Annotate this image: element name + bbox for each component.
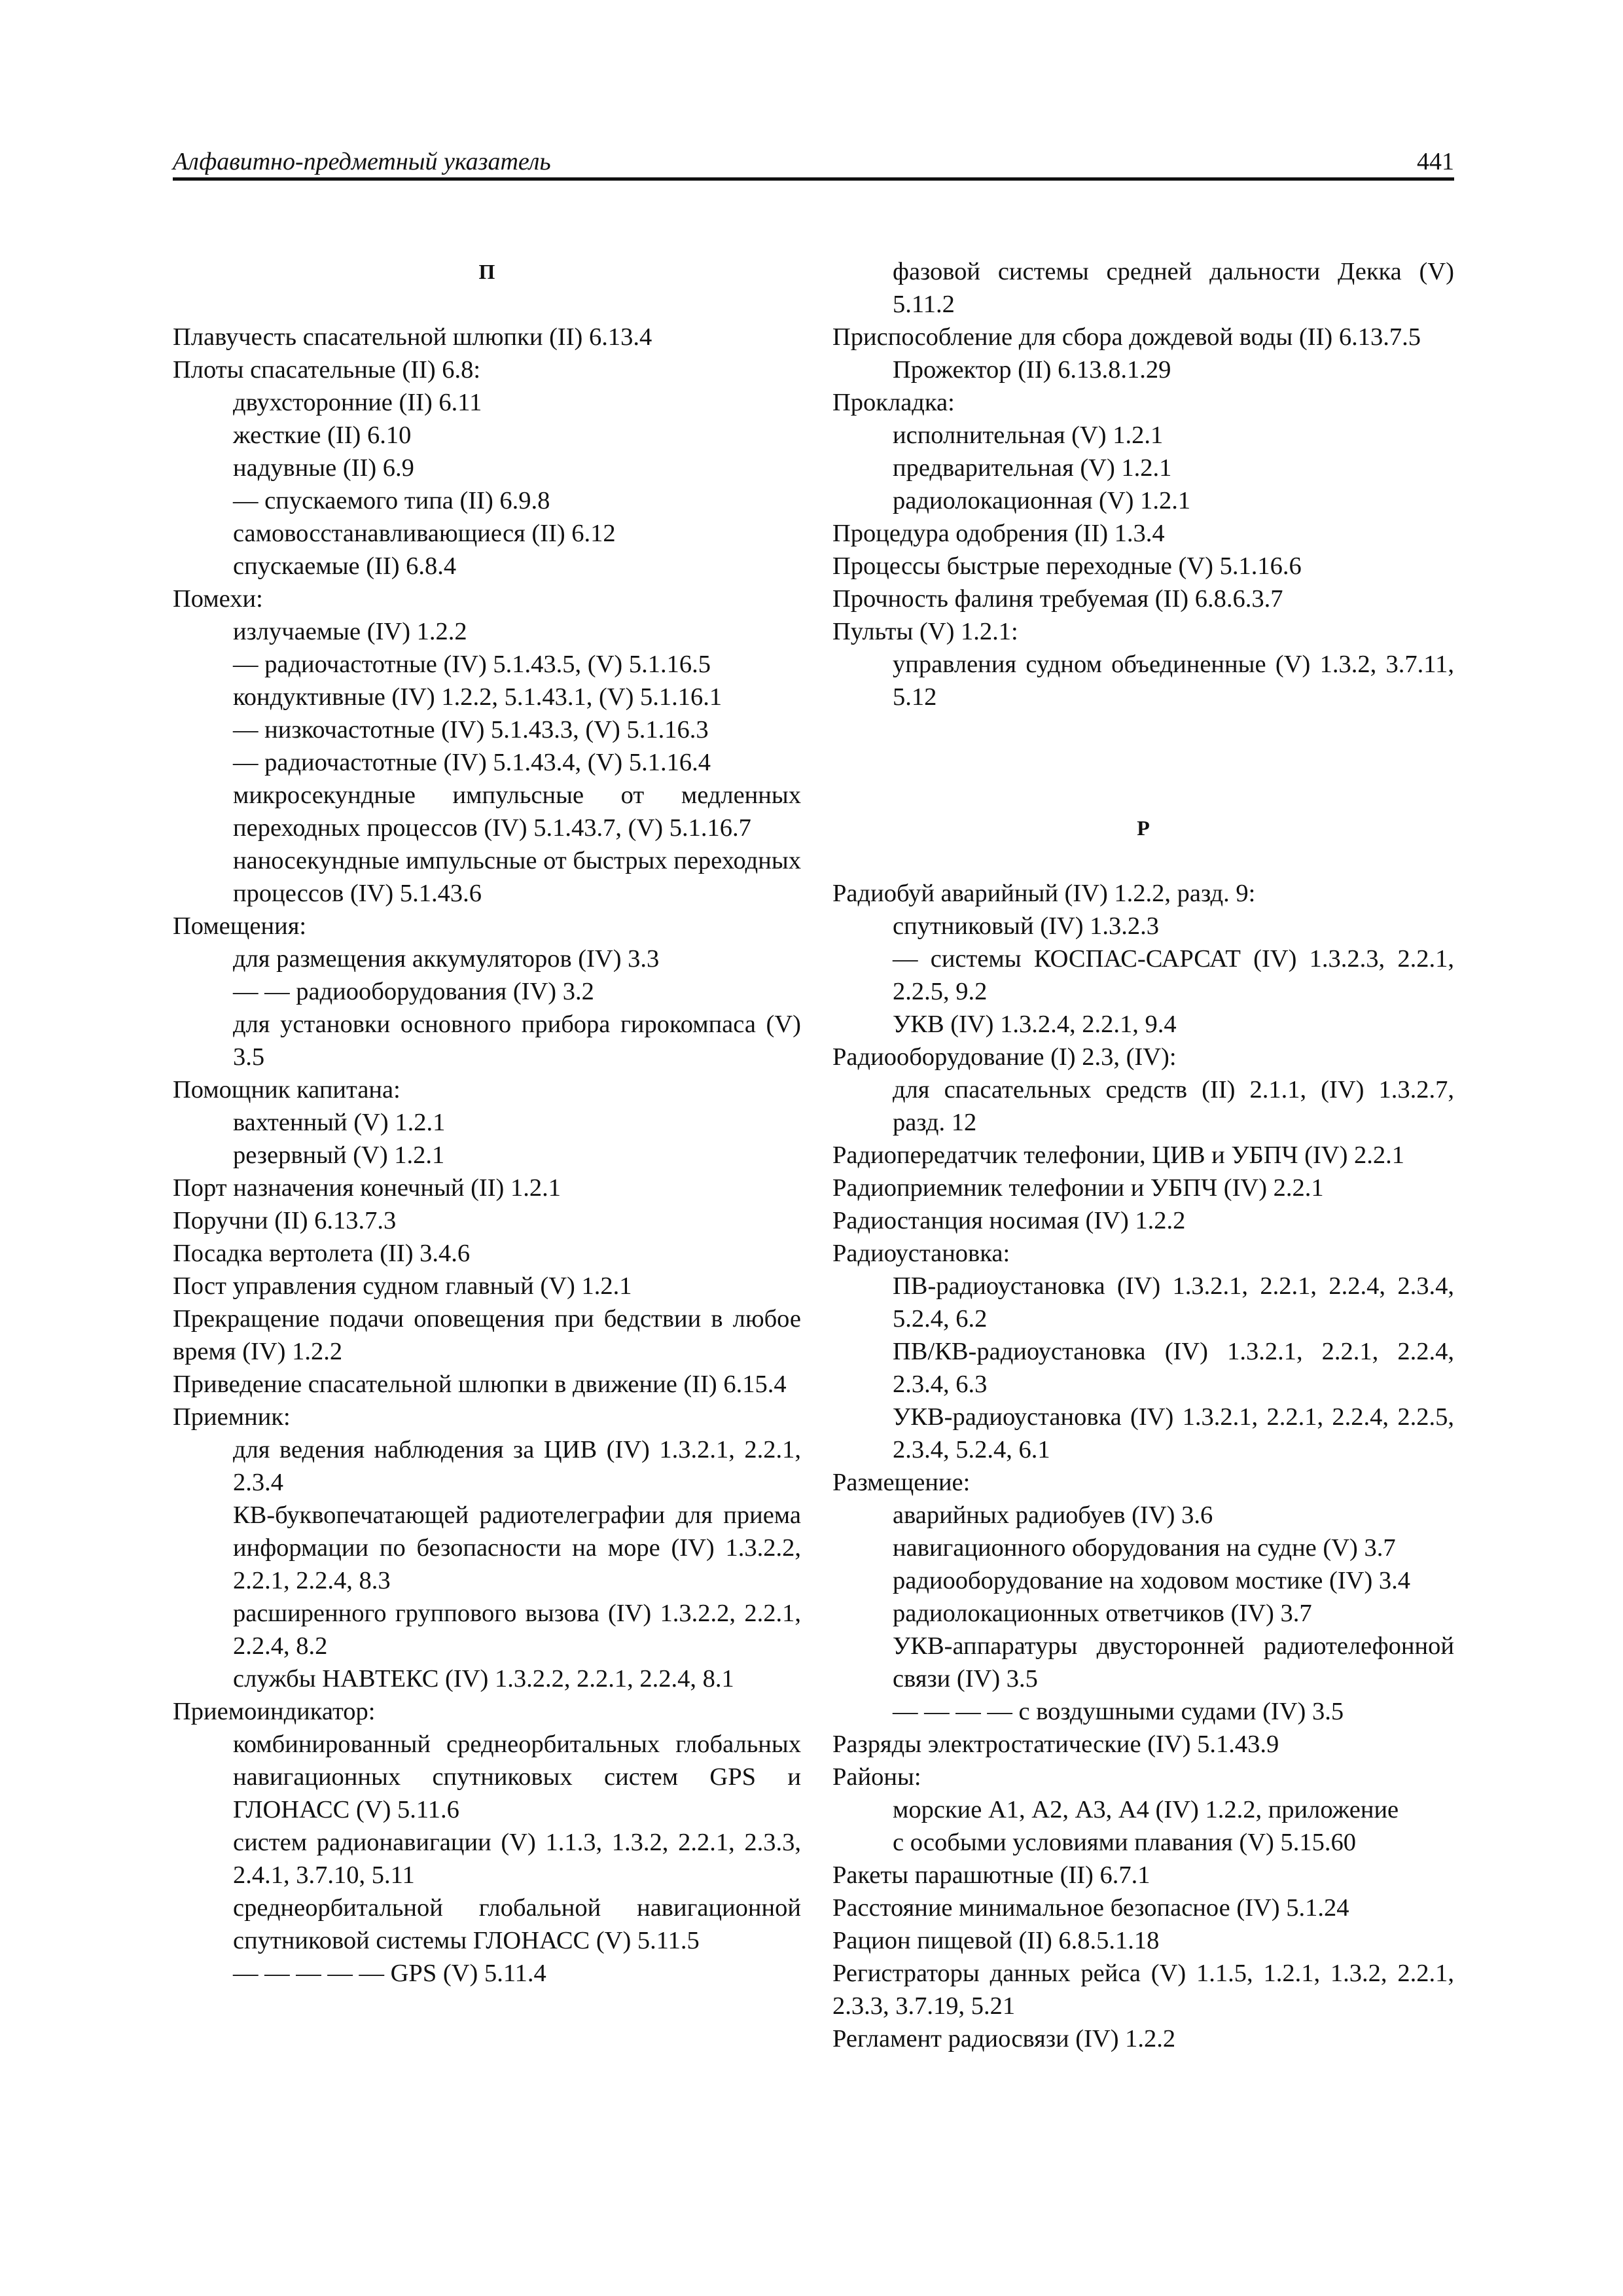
index-entry: Районы: [832,1763,921,1791]
index-subentry: — — — — с воздушными судами (IV) 3.5 [893,1698,1344,1725]
index-subentry: двухсторонние (II) 6.11 [233,389,482,416]
index-subentry: УКВ-радиоустановка (IV) 1.3.2.1, 2.2.1, 2.2.4, 2.2.5, 2.3.4, 5.2.4, 6.1 [893,1403,1454,1463]
index-entry: Разряды электростатические (IV) 5.1.43.9 [832,1731,1279,1758]
index-subentry: для спасательных средств (II) 2.1.1, (IV) 1.3.2.7, разд. 12 [893,1076,1454,1136]
index-subentry: наносекундные импульсные от быстрых переходных процессов (IV) 5.1.43.6 [233,847,801,907]
index-subentry: аварийных радиобуев (IV) 3.6 [893,1501,1213,1529]
index-subentry: управления судном объединенные (V) 1.3.2, 3.7.11, 5.12 [893,651,1454,711]
index-entry: Плоты спасательные (II) 6.8: [173,356,481,384]
index-subentry: предварительная (V) 1.2.1 [893,454,1172,482]
index-subentry: для размещения аккумуляторов (IV) 3.3 [233,945,660,973]
index-entry: Процессы быстрые переходные (V) 5.1.16.6 [832,552,1302,580]
right-index-entries [832,877,1454,2055]
right-column [832,255,1454,2055]
index-subentry: жесткие (II) 6.10 [233,422,412,449]
index-subentry: вахтенный (V) 1.2.1 [233,1109,446,1136]
index-subentry: — спускаемого типа (II) 6.9.8 [233,487,550,514]
index-subentry: ПВ-радиоустановка (IV) 1.3.2.1, 2.2.1, 2.2.4, 2.3.4, 5.2.4, 6.2 [893,1272,1454,1333]
index-entry: Радиоприемник телефонии и УБПЧ (IV) 2.2.1 [832,1174,1324,1202]
index-subentry: — системы КОСПАС-САРСАТ (IV) 1.3.2.3, 2.2.1, 2.2.5, 9.2 [893,945,1454,1005]
right-index-entries-continued [832,255,1454,713]
left-index-entries [173,321,801,1990]
index-subentry: для установки основного прибора гирокомпаса (V) 3.5 [233,1011,801,1071]
index-subentry: резервный (V) 1.2.1 [233,1141,445,1169]
header-title: Алфавитно-предметный указатель [173,148,551,175]
index-entry: Радиостанция носимая (IV) 1.2.2 [832,1207,1186,1234]
index-entry: Пост управления судном главный (V) 1.2.1 [173,1272,632,1300]
index-subentry: самовосстанавливающиеся (II) 6.12 [233,520,616,547]
index-subentry: — радиочастотные (IV) 5.1.43.5, (V) 5.1.16.5 [233,651,711,678]
index-subentry: спускаемые (II) 6.8.4 [233,552,457,580]
index-entry: Посадка вертолета (II) 3.4.6 [173,1240,471,1267]
index-entry: Приведение спасательной шлюпки в движение (II) 6.15.4 [173,1371,787,1398]
index-subentry: радиооборудование на ходовом мостике (IV) 3.4 [893,1567,1411,1594]
index-entry: Пульты (V) 1.2.1: [832,618,1018,645]
index-entry: Ракеты парашютные (II) 6.7.1 [832,1861,1150,1889]
index-entry: Регистраторы данных рейса (V) 1.1.5, 1.2.1, 1.3.2, 2.2.1, 2.3.3, 3.7.19, 5.21 [832,1960,1454,2020]
index-entry: Радиооборудование (I) 2.3, (IV): [832,1043,1177,1071]
index-subentry: радиолокационная (V) 1.2.1 [893,487,1191,514]
index-subentry: излучаемые (IV) 1.2.2 [233,618,467,645]
index-subentry: — — радиооборудования (IV) 3.2 [233,978,594,1005]
index-subentry: КВ-буквопечатающей радиотелеграфии для приема информации по безопасности на море (IV) 1.3.2.2, 2.2.1, 2.2.4, 8.3 [233,1501,801,1594]
index-entry: Рацион пищевой (II) 6.8.5.1.18 [832,1927,1160,1954]
index-entry: Помехи: [173,585,263,613]
index-subentry: спутниковый (IV) 1.3.2.3 [893,912,1160,940]
running-header [173,145,1454,178]
section-gap [832,713,1454,812]
index-entry: Порт назначения конечный (II) 1.2.1 [173,1174,561,1202]
index-subentry: микросекундные импульсные от медленных переходных процессов (IV) 5.1.43.7, (V) 5.1.16.7 [233,781,801,842]
index-entry: Радиоустановка: [832,1240,1010,1267]
index-subentry: исполнительная (V) 1.2.1 [893,422,1164,449]
index-subentry: для ведения наблюдения за ЦИВ (IV) 1.3.2.1, 2.2.1, 2.3.4 [233,1436,801,1496]
section-letter-r: Р [1137,816,1150,840]
index-entry: Радиобуй аварийный (IV) 1.2.2, разд. 9: [832,880,1256,907]
index-subentry: ПВ/КВ-радиоустановка (IV) 1.3.2.1, 2.2.1, 2.2.4, 2.3.4, 6.3 [893,1338,1454,1398]
index-subentry: УКВ (IV) 1.3.2.4, 2.2.1, 9.4 [893,1011,1177,1038]
header-rule [173,177,1454,181]
index-subentry: — радиочастотные (IV) 5.1.43.4, (V) 5.1.16.4 [233,749,711,776]
index-entry: Прочность фалиня требуемая (II) 6.8.6.3.7 [832,585,1283,613]
left-column [173,255,801,1990]
index-entry: Размещение: [832,1469,971,1496]
page-number: 441 [1417,148,1454,175]
index-subentry: радиолокационных ответчиков (IV) 3.7 [893,1600,1312,1627]
index-subentry: службы НАВТЕКС (IV) 1.3.2.2, 2.2.1, 2.2.4, 8.1 [233,1665,734,1693]
index-entry: Радиопередатчик телефонии, ЦИВ и УБПЧ (IV) 2.2.1 [832,1141,1405,1169]
index-subentry: — низкочастотные (IV) 5.1.43.3, (V) 5.1.16.3 [233,716,709,744]
index-entry: Помещения: [173,912,307,940]
index-subentry: надувные (II) 6.9 [233,454,414,482]
index-entry: Процедура одобрения (II) 1.3.4 [832,520,1165,547]
index-entry: Приспособление для сбора дождевой воды (II) 6.13.7.5 [832,323,1421,351]
index-entry: Расстояние минимальное безопасное (IV) 5.1.24 [832,1894,1349,1922]
index-subentry: среднеорбитальной глобальной навигационной спутниковой системы ГЛОНАСС (V) 5.11.5 [233,1894,801,1954]
index-subentry: кондуктивные (IV) 1.2.2, 5.1.43.1, (V) 5.1.16.1 [233,683,722,711]
index-entry: Прокладка: [832,389,955,416]
index-subentry: морские А1, А2, А3, А4 (IV) 1.2.2, приложение [893,1796,1399,1823]
index-entry: Регламент радиосвязи (IV) 1.2.2 [832,2025,1176,2053]
index-subentry: расширенного группового вызова (IV) 1.3.2.2, 2.2.1, 2.2.4, 8.2 [233,1600,801,1660]
index-subentry: комбинированный среднеорбитальных глобальных навигационных спутниковых систем GPS и ГЛОНАСС (V) 5.11.6 [233,1731,801,1823]
section-letter-p: П [478,260,495,283]
index-subentry: УКВ-аппаратуры двусторонней радиотелефонной связи (IV) 3.5 [893,1632,1454,1693]
index-subentry: Прожектор (II) 6.13.8.1.29 [893,356,1171,384]
index-subentry: навигационного оборудования на судне (V) 3.7 [893,1534,1396,1562]
index-subentry: фазовой системы средней дальности Декка (V) 5.11.2 [893,258,1454,318]
index-subentry: с особыми условиями плавания (V) 5.15.60 [893,1829,1356,1856]
index-entry: Помощник капитана: [173,1076,401,1103]
index-entry: Приемоиндикатор: [173,1698,376,1725]
index-entry: Прекращение подачи оповещения при бедствии в любое время (IV) 1.2.2 [173,1305,801,1365]
index-subentry: систем радионавигации (V) 1.1.3, 1.3.2, 2.2.1, 2.3.3, 2.4.1, 3.7.10, 5.11 [233,1829,801,1889]
index-entry: Приемник: [173,1403,291,1431]
index-entry: Поручни (II) 6.13.7.3 [173,1207,397,1234]
index-subentry: — — — — — GPS (V) 5.11.4 [233,1960,546,1987]
index-entry: Плавучесть спасательной шлюпки (II) 6.13.4 [173,323,652,351]
